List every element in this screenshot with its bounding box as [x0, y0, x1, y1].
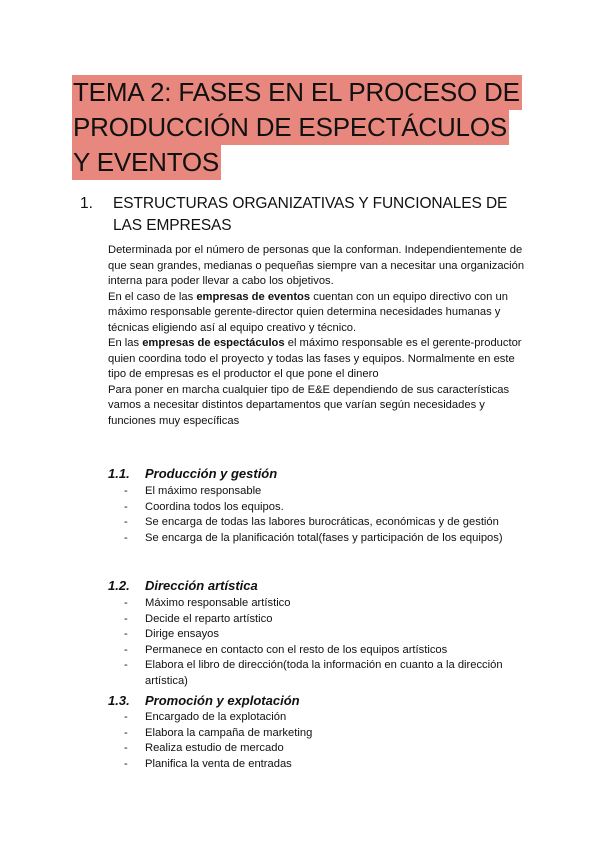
bold-term-events: empresas de eventos [196, 290, 311, 303]
section-number: 1. [80, 195, 93, 212]
list-item: - Dirige ensayos [124, 628, 219, 641]
list-item: - Encargado de la explotación [124, 711, 287, 723]
subsection-list-1-2 [124, 596, 524, 689]
subsection-title: Promoción y explotación [145, 693, 300, 708]
intro-paragraph-3: En las empresas de espectáculos el máximo responsable es el gerente-productor quien coordina todo el proyecto y todas las fases y equipos. Normalmente en este tipo de empresas es el productor el que pone el dinero [108, 337, 522, 381]
subsection-number: 1.3. [108, 693, 130, 708]
intro-paragraph-1: Determinada por el número de personas que la conforman. Independientemente de que sean grandes, medianas o pequeñas siempre van a necesitar una organización interna para poder llevar a cabo los objetivos. [108, 244, 525, 288]
list-item: - Máximo responsable artístico [124, 597, 291, 609]
list-item: - Se encarga de todas las labores burocráticas, económicas y de gestión [124, 516, 499, 529]
intro-text [108, 243, 528, 430]
title-line-1: TEMA 2: FASES EN EL PROCESO DE [72, 75, 522, 110]
list-item: - Elabora el libro de dirección(toda la información en cuanto a la dirección artística) [124, 659, 503, 687]
list-item: - El máximo responsable [124, 485, 262, 497]
page-title [72, 75, 542, 180]
list-item: - Decide el reparto artístico [124, 612, 273, 625]
subsection-number: 1.1. [108, 466, 130, 481]
title-line-2: PRODUCCIÓN DE ESPECTÁCULOS [72, 110, 509, 145]
section-title: ESTRUCTURAS ORGANIZATIVAS Y FUNCIONALES DE LAS EMPRESAS [113, 195, 508, 234]
list-item: - Planifica la venta de entradas [124, 757, 292, 770]
list-item: - Coordina todos los equipos. [124, 500, 284, 513]
subsection-title: Producción y gestión [145, 466, 278, 481]
list-item: - Elabora la campaña de marketing [124, 726, 313, 739]
list-item: - Se encarga de la planificación total(fases y participación de los equipos) [124, 531, 503, 544]
list-item: - Realiza estudio de mercado [124, 742, 284, 755]
subsection-title: Dirección artística [145, 578, 258, 593]
title-line-3: Y EVENTOS [72, 145, 221, 180]
list-item: - Permanece en contacto con el resto de los equipos artísticos [124, 643, 448, 656]
subsection-number: 1.2. [108, 578, 130, 593]
intro-paragraph-4: Para poner en marcha cualquier tipo de E&E dependiendo de sus características vamos a necesitar distintos departamentos que varían según necesidades y funciones muy específicas [108, 383, 510, 428]
subsection-list-1-3 [124, 710, 524, 772]
subsection-list-1-1 [124, 484, 524, 546]
intro-paragraph-2: En el caso de las empresas de eventos cuentan con un equipo directivo con un máximo responsable gerente-director quien determina necesidades humanas y técnicas eligiendo así al equipo creativo y técnico. [108, 290, 508, 334]
bold-term-shows: empresas de espectáculos [142, 337, 285, 350]
